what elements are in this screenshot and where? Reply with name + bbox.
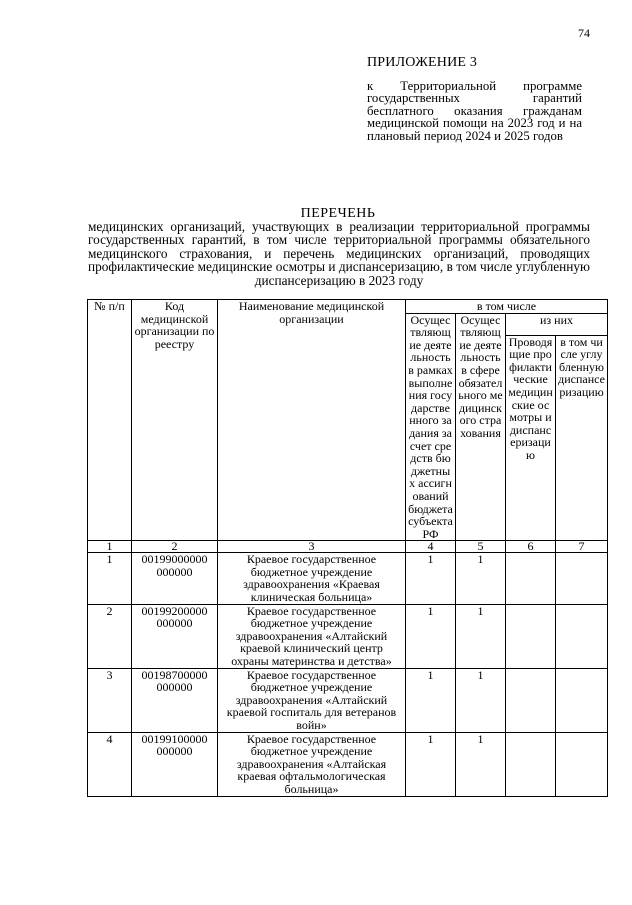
column-number: 2 [132,541,218,553]
row-c4: 1 [406,732,456,796]
table-row [88,668,608,732]
row-code: 00198700000 000000 [132,668,218,732]
column-numbers-row [88,541,608,553]
row-c7 [556,604,608,668]
column-number: 7 [556,541,608,553]
column-number: 3 [218,541,406,553]
appendix-block [367,55,582,142]
table-row [88,732,608,796]
row-c5: 1 [456,668,506,732]
header-deep: в том числе углубленную диспансеризацию [556,335,608,541]
row-c5: 1 [456,604,506,668]
header-prof: Проводящие профилактические медицинские осмотры и диспансеризацию [506,335,556,541]
table-row [88,604,608,668]
row-c4: 1 [406,553,456,604]
row-name: Краевое государственное бюджетное учреждение здравоохранения «Алтайский краевой госпиталь для ветеранов войн» [218,668,406,732]
row-num: 2 [88,604,132,668]
row-c6 [506,553,556,604]
organizations-table [87,299,608,797]
appendix-text: к Территориальной программе государственных гарантий бесплатного оказания гражданам медицинской помощи на 2023 год и на плановый период 2024 и 2025 годов [367,79,582,143]
row-code: 00199200000 000000 [132,604,218,668]
row-num: 1 [88,553,132,604]
column-number: 1 [88,541,132,553]
header-code: Код медицинской организации по реестру [132,300,218,541]
row-c6 [506,732,556,796]
row-code: 00199000000 000000 [132,553,218,604]
row-c7 [556,553,608,604]
row-c4: 1 [406,668,456,732]
column-number: 6 [506,541,556,553]
row-c4: 1 [406,604,456,668]
row-c5: 1 [456,553,506,604]
row-code: 00199100000 000000 [132,732,218,796]
row-c7 [556,732,608,796]
header-budget: Осуществляющие деятельность в рамках выполнения государственного задания за счет средств бюджетных ассигнований бюджета субъекта РФ [406,313,456,541]
header-oms: Осуществляющие деятельность в сфере обязательного медицинского страхования [456,313,506,541]
row-c6 [506,668,556,732]
row-num: 3 [88,668,132,732]
header-including: в том числе [406,300,608,314]
column-number: 5 [456,541,506,553]
row-c6 [506,604,556,668]
header-num: № п/п [88,300,132,541]
row-name: Краевое государственное бюджетное учреждение здравоохранения «Алтайская краевая офтальмологическая больница» [218,732,406,796]
document-title: ПЕРЕЧЕНЬ [300,206,376,221]
row-c5: 1 [456,732,506,796]
document-subtitle: медицинских организаций, участвующих в реализации территориальной программы государственных гарантий, в том числе территориальной программы обязательного медицинского страхования, и перечень медицинских организаций, проводящих профилактические медицинские осмотры и диспансеризацию, в том числе углубленную диспансеризацию в 2023 году [88,219,590,288]
header-name: Наименование медицинской организации [218,300,406,541]
page-number: 74 [578,26,590,40]
column-number: 4 [406,541,456,553]
row-c7 [556,668,608,732]
appendix-title: ПРИЛОЖЕНИЕ 3 [367,55,478,70]
row-num: 4 [88,732,132,796]
header-of-them: из них [506,313,608,335]
row-name: Краевое государственное бюджетное учреждение здравоохранения «Краевая клиническая больница» [218,553,406,604]
table-row [88,553,608,604]
row-name: Краевое государственное бюджетное учреждение здравоохранения «Алтайский краевой клинический центр охраны материнства и детства» [218,604,406,668]
